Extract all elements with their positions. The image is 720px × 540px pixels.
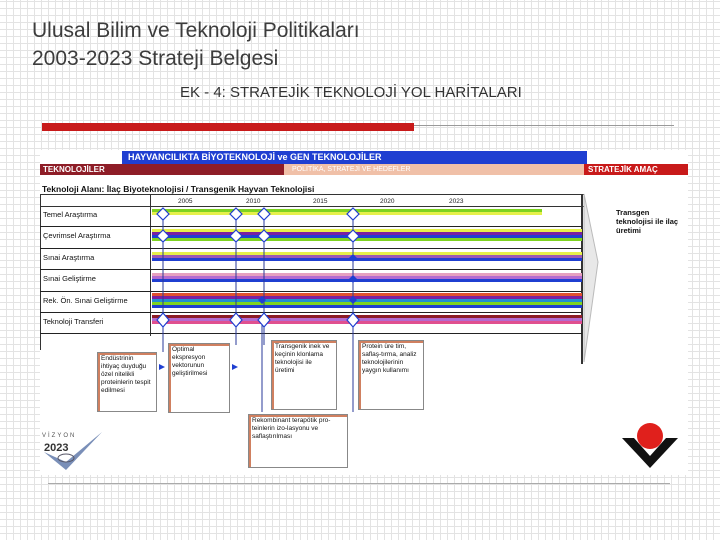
annotation-box: Protein üre tim, saflaş-tırma, analiz teknolojilerinin yaygın kullanımı: [358, 340, 424, 410]
annotation-box: Transgenik inek ve keçinin klonlama teknolojisi ile üretimi: [271, 340, 337, 410]
year-label: 2020: [380, 198, 395, 205]
slide-subtitle: EK - 4: STRATEJİK TEKNOLOJİ YOL HARİTALARI: [180, 84, 522, 101]
milestone-marker: [349, 275, 357, 283]
technology-field-label: Teknoloji Alanı: İlaç Biyoteknolojisi / Transgenik Hayvan Teknolojisi: [42, 184, 315, 194]
milestone-marker: [157, 313, 169, 327]
milestone-marker: [349, 254, 357, 262]
slide-title-line2: 2003-2023 Strateji Belgesi: [32, 47, 279, 70]
row-label: Teknoloji Transferi: [43, 317, 104, 326]
vision-logo-year: 2023: [44, 442, 69, 454]
strategic-aim-text: Transgen teknolojisi ile ilaç üretimi: [616, 208, 679, 235]
year-label: 2015: [313, 198, 328, 205]
annotation-box: Rekombinant terapötik pro-teinlerin izo-lasyonu ve saflaştırılması: [248, 414, 348, 468]
annotation-box: Endüstrinin ihtiyaç duyduğu özel nitelikli proteinlerin tespit edilmesi: [97, 352, 157, 412]
slide-title-line1: Ulusal Bilim ve Teknoloji Politikaları: [32, 19, 360, 42]
milestone-marker: [258, 313, 270, 327]
row-label: Sınai Geliştirme: [43, 274, 96, 283]
row-label: Rek. Ön. Sınai Geliştirme: [43, 296, 128, 305]
row-label: Sınai Araştırma: [43, 253, 95, 262]
row-label: Temel Araştırma: [43, 210, 98, 219]
milestone-marker: [230, 208, 242, 220]
milestone-marker: [230, 313, 242, 327]
milestone-marker: [258, 296, 266, 304]
milestone-marker: [230, 230, 242, 242]
milestone-marker: [157, 230, 169, 242]
roadmap-header: HAYVANCILIKTA BİYOTEKNOLOJİ ve GEN TEKNOLOJİLER: [122, 151, 587, 164]
milestone-marker: [347, 230, 359, 242]
annotation-box: Optimal ekspresyon vektorunun geliştirilmesi: [168, 343, 230, 413]
bottom-divider-line: [48, 483, 670, 484]
row-label: Çevrimsel Araştırma: [43, 231, 111, 240]
milestone-marker: [157, 208, 169, 220]
institution-logo-circle: [637, 423, 663, 449]
milestone-marker: [258, 208, 270, 220]
vision-logo-text: VİZYON: [42, 433, 77, 439]
year-label: 2010: [246, 198, 261, 205]
year-label: 2005: [178, 198, 193, 205]
milestone-marker: [349, 296, 357, 304]
policies-header: POLİTİKA, STRATEJİ VE HEDEFLER: [284, 164, 584, 175]
milestone-marker: [347, 208, 359, 220]
year-label: 2023: [449, 198, 464, 205]
milestone-marker: [347, 313, 359, 327]
technologies-header: TEKNOLOJİLER: [40, 164, 284, 175]
strategic-aim-arrow: [584, 194, 598, 362]
milestone-marker: [258, 230, 270, 242]
strategic-aim-header: STRATEJİK AMAÇ: [584, 164, 688, 175]
